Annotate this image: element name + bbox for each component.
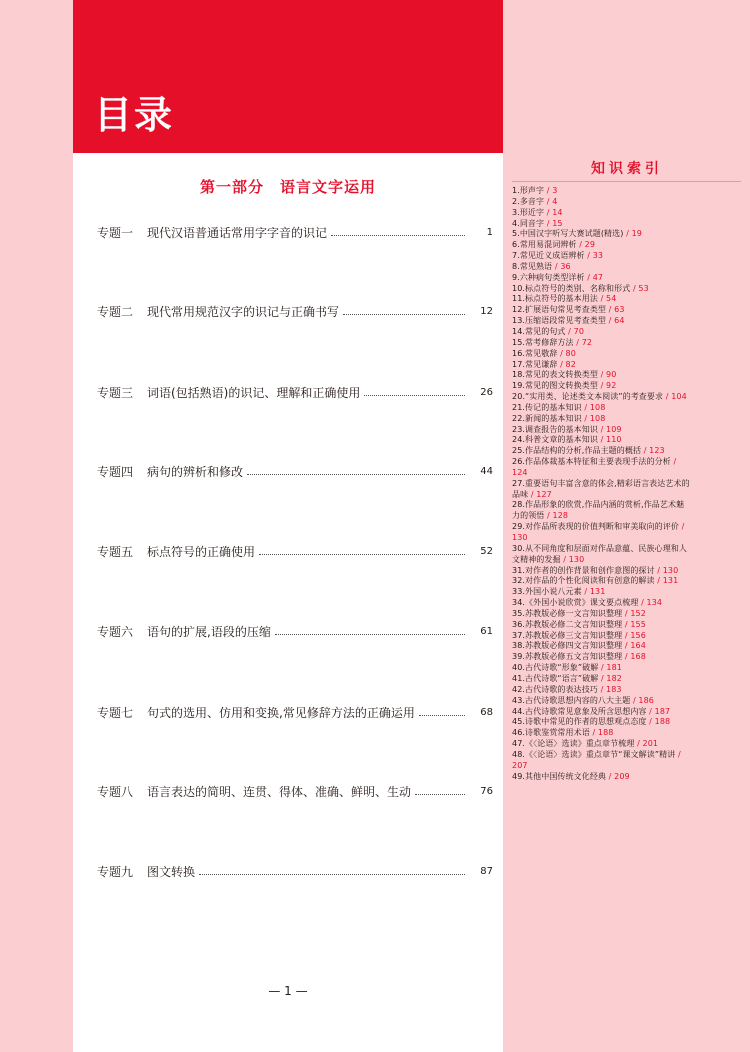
toc-entry[interactable] bbox=[97, 701, 493, 723]
index-item-page: 4 bbox=[552, 196, 558, 206]
index-item-text: 22.新闻的基本知识 bbox=[512, 413, 582, 423]
index-item-page: 131 bbox=[589, 587, 606, 597]
index-item[interactable] bbox=[512, 208, 692, 219]
index-separator: / bbox=[581, 413, 590, 423]
index-item[interactable] bbox=[512, 338, 692, 349]
index-item-page: 209 bbox=[614, 771, 630, 781]
toc-topic-number: 专题二 bbox=[97, 304, 134, 319]
index-separator: / bbox=[654, 576, 663, 586]
index-item-text: 37.苏教版必修三文言知识整理 bbox=[512, 630, 623, 640]
toc-topic-title: 现代常用规范汉字的识记与正确书写 bbox=[147, 304, 340, 319]
toc-topic-title: 语句的扩展,语段的压缩 bbox=[147, 624, 271, 639]
index-item-text: 7.常见近义成语辨析 bbox=[512, 251, 585, 261]
index-separator: / bbox=[544, 511, 553, 521]
index-separator: / bbox=[606, 305, 615, 315]
index-item[interactable] bbox=[512, 620, 692, 631]
index-item-page: 130 bbox=[568, 554, 585, 564]
toc-entry[interactable] bbox=[97, 221, 493, 243]
index-item-page: 152 bbox=[630, 608, 646, 618]
index-item[interactable] bbox=[512, 219, 692, 230]
index-item-text: 11.标点符号的基本用法 bbox=[512, 294, 598, 304]
index-item-text: 13.压缩语段常见考查类型 bbox=[512, 316, 607, 326]
index-item-page: 82 bbox=[565, 359, 576, 369]
index-item[interactable] bbox=[512, 414, 692, 425]
index-item-text: 42.古代诗歌的表达技巧 bbox=[512, 684, 598, 694]
toc-page-number: 68 bbox=[480, 706, 493, 718]
index-separator: / bbox=[581, 402, 590, 412]
index-item-page: 181 bbox=[606, 663, 622, 673]
index-item-page: 92 bbox=[606, 381, 617, 391]
index-separator: / bbox=[623, 229, 632, 239]
index-item-text: 12.扩展语句常见考查类型 bbox=[512, 305, 607, 315]
index-item-page: 124 bbox=[512, 467, 528, 477]
index-item[interactable] bbox=[512, 772, 692, 783]
index-item-text: 15.常考修辞方法 bbox=[512, 337, 574, 347]
index-item[interactable] bbox=[512, 284, 692, 295]
index-item-text: 16.常见敬辞 bbox=[512, 348, 558, 358]
toc-topic-title: 词语(包括熟语)的识记、理解和正确使用 bbox=[147, 385, 361, 400]
index-item-page: 188 bbox=[654, 717, 671, 727]
index-separator: / bbox=[552, 261, 561, 271]
index-item-text: 43.古代诗歌思想内容的八大主题 bbox=[512, 695, 631, 705]
toc-dot-leader bbox=[275, 634, 465, 635]
index-item-text: 30.从不同角度和层面对作品意蕴、民族心理和人文精神的发掘 bbox=[512, 543, 688, 564]
index-separator: / bbox=[678, 522, 685, 532]
index-separator: / bbox=[646, 706, 655, 716]
index-item-text: 3.形近字 bbox=[512, 207, 545, 217]
index-separator: / bbox=[597, 435, 607, 445]
index-item[interactable] bbox=[512, 566, 692, 577]
index-item-text: 25.作品结构的分析,作品主题的概括 bbox=[512, 446, 642, 456]
index-separator: / bbox=[573, 337, 582, 347]
contents-page bbox=[73, 0, 503, 1052]
index-separator: / bbox=[622, 630, 631, 640]
index-item[interactable] bbox=[512, 229, 692, 240]
index-item[interactable] bbox=[512, 631, 692, 642]
index-separator: / bbox=[597, 294, 607, 304]
index-item-page: 168 bbox=[630, 652, 646, 662]
index-separator: / bbox=[597, 424, 607, 434]
index-item[interactable] bbox=[512, 717, 692, 728]
index-item[interactable] bbox=[512, 576, 692, 587]
toc-dot-leader bbox=[415, 794, 465, 795]
index-item[interactable] bbox=[512, 197, 692, 208]
toc-dot-leader bbox=[419, 715, 465, 716]
index-item-text: 39.苏教版必修五文言知识整理 bbox=[512, 652, 623, 662]
toc-topic-title: 句式的选用、仿用和变换,常见修辞方法的正确运用 bbox=[147, 705, 415, 720]
index-separator: / bbox=[597, 381, 607, 391]
index-item-text: 27.重要语句丰富含意的体会,精彩语言表达艺术的品味 bbox=[512, 478, 690, 499]
toc-topic-title: 图文转换 bbox=[147, 864, 196, 879]
index-separator: / bbox=[560, 554, 569, 564]
index-item-text: 2.多音字 bbox=[512, 196, 545, 206]
index-item-text: 1.形声字 bbox=[512, 186, 545, 195]
index-item[interactable] bbox=[512, 641, 692, 652]
index-item[interactable] bbox=[512, 262, 692, 273]
index-item-text: 33.外国小说八元素 bbox=[512, 587, 582, 597]
index-item-page: 110 bbox=[606, 435, 622, 445]
index-item-page: 164 bbox=[630, 641, 646, 651]
toc-dot-leader bbox=[259, 554, 465, 555]
index-separator: / bbox=[622, 619, 631, 629]
toc-page-number: 76 bbox=[480, 785, 493, 797]
toc-dot-leader bbox=[343, 314, 465, 315]
index-separator: / bbox=[598, 663, 607, 673]
index-separator: / bbox=[576, 240, 585, 250]
toc-page-number: 87 bbox=[480, 865, 493, 877]
index-separator: / bbox=[606, 771, 615, 781]
index-item-page: 14 bbox=[552, 207, 563, 217]
index-item-text: 5.中国汉字听写大赛试题(精选) bbox=[512, 229, 624, 239]
toc-dot-leader bbox=[364, 395, 465, 396]
index-item-text: 38.苏教版必修四文言知识整理 bbox=[512, 641, 623, 651]
index-item[interactable] bbox=[512, 609, 692, 620]
index-item[interactable] bbox=[512, 370, 692, 381]
index-item-page: 64 bbox=[614, 316, 625, 326]
toc-entry[interactable] bbox=[97, 620, 493, 642]
index-item-text: 46.诗歌鉴赏常用术语 bbox=[512, 728, 590, 738]
index-item-page: 108 bbox=[589, 402, 606, 412]
toc-topic-title: 现代汉语普通话常用字字音的识记 bbox=[147, 225, 328, 240]
index-item-page: 19 bbox=[631, 229, 642, 239]
index-item[interactable] bbox=[512, 500, 692, 522]
index-separator: / bbox=[544, 218, 553, 228]
index-item[interactable] bbox=[512, 381, 692, 392]
index-item-page: 80 bbox=[565, 348, 576, 358]
index-item-text: 19.常见的图文转换类型 bbox=[512, 381, 598, 391]
index-item-page: 70 bbox=[573, 326, 585, 336]
toc-page-number: 1 bbox=[486, 226, 493, 238]
index-item-page: 187 bbox=[654, 706, 671, 716]
index-item-text: 8.常见熟语 bbox=[512, 261, 553, 271]
index-item-page: 72 bbox=[581, 337, 593, 347]
index-item[interactable] bbox=[512, 392, 692, 403]
index-separator: / bbox=[589, 728, 598, 738]
index-item-text: 36.苏教版必修二文言知识整理 bbox=[512, 619, 623, 629]
index-item-text: 49.其他中国传统文化经典 bbox=[512, 771, 607, 781]
index-separator: / bbox=[581, 587, 590, 597]
index-item-page: 128 bbox=[552, 511, 569, 521]
toc-page-number: 52 bbox=[480, 545, 493, 557]
index-item-page: 183 bbox=[606, 684, 622, 694]
index-item-text: 23.调查报告的基本知识 bbox=[512, 424, 598, 434]
index-separator: / bbox=[670, 457, 677, 467]
index-item-page: 109 bbox=[606, 424, 622, 434]
toc-topic-number: 专题五 bbox=[97, 544, 134, 559]
index-separator: / bbox=[622, 641, 631, 651]
index-item-page: 207 bbox=[512, 760, 528, 770]
toc-topic-title: 语言表达的简明、连贯、得体、准确、鲜明、生动 bbox=[147, 784, 412, 799]
index-separator: / bbox=[646, 717, 655, 727]
index-item-text: 48.《〈论语〉选读》重点章节“课文解读”精讲 bbox=[512, 749, 676, 759]
index-separator: / bbox=[584, 251, 593, 261]
index-separator: / bbox=[528, 489, 537, 499]
index-item[interactable] bbox=[512, 685, 692, 696]
toc-entry[interactable] bbox=[97, 540, 493, 562]
index-item[interactable] bbox=[512, 360, 692, 371]
index-item[interactable] bbox=[512, 739, 692, 750]
index-item-text: 21.传记的基本知识 bbox=[512, 402, 582, 412]
index-item-page: 108 bbox=[589, 413, 606, 423]
index-separator: / bbox=[606, 316, 615, 326]
index-item-page: 15 bbox=[552, 218, 563, 228]
index-item-page: 130 bbox=[662, 565, 679, 575]
index-separator: / bbox=[597, 684, 607, 694]
toc-entry[interactable] bbox=[97, 300, 493, 322]
index-separator: / bbox=[654, 565, 663, 575]
index-separator: / bbox=[622, 608, 631, 618]
index-item-page: 130 bbox=[512, 533, 528, 542]
toc-page-number: 44 bbox=[480, 465, 493, 477]
index-item[interactable] bbox=[512, 750, 692, 772]
index-item-text: 18.常见的表文转换类型 bbox=[512, 370, 598, 380]
index-item[interactable] bbox=[512, 403, 692, 414]
index-item-page: 156 bbox=[630, 630, 646, 640]
index-separator: / bbox=[544, 186, 553, 195]
index-separator: / bbox=[557, 359, 566, 369]
page-number: — 1 — bbox=[268, 984, 308, 998]
index-item-text: 29.对作品所表现的价值判断和审美取向的评价 bbox=[512, 522, 679, 532]
index-item[interactable] bbox=[512, 728, 692, 739]
index-item-page: 36 bbox=[560, 261, 571, 271]
toc-topic-number: 专题三 bbox=[97, 385, 134, 400]
index-item-text: 28.作品形象的欣赏,作品内涵的赏析,作品艺术魅力的领悟 bbox=[512, 500, 685, 521]
index-item[interactable] bbox=[512, 435, 692, 446]
index-item-page: 134 bbox=[646, 598, 663, 608]
toc-dot-leader bbox=[199, 874, 465, 875]
index-item[interactable] bbox=[512, 598, 692, 609]
index-item-text: 40.古代诗歌“形象”破解 bbox=[512, 663, 599, 673]
index-item-text: 44.古代诗歌常见意象及所含思想内容 bbox=[512, 706, 647, 716]
index-item-page: 63 bbox=[614, 305, 625, 315]
index-item-page: 188 bbox=[597, 728, 614, 738]
index-item-text: 31.对作者的创作背景和创作意图的探讨 bbox=[512, 565, 655, 575]
index-item-page: 33 bbox=[592, 251, 604, 261]
index-item-page: 123 bbox=[649, 446, 665, 456]
index-item-page: 182 bbox=[606, 673, 622, 683]
index-item[interactable] bbox=[512, 522, 692, 544]
toc-topic-number: 专题一 bbox=[97, 225, 134, 240]
index-separator: / bbox=[544, 207, 553, 217]
index-item-page: 104 bbox=[671, 392, 687, 402]
index-item-text: 35.苏教版必修一文言知识整理 bbox=[512, 608, 623, 618]
index-separator: / bbox=[634, 739, 643, 749]
toc-topic-number: 专题四 bbox=[97, 464, 134, 479]
index-item[interactable] bbox=[512, 544, 692, 566]
knowledge-index bbox=[512, 186, 692, 782]
toc-topic-number: 专题七 bbox=[97, 705, 134, 720]
index-item-page: 127 bbox=[536, 489, 552, 499]
toc-topic-number: 专题六 bbox=[97, 624, 134, 639]
index-item[interactable] bbox=[512, 674, 692, 685]
toc-topic-title: 标点符号的正确使用 bbox=[147, 544, 256, 559]
index-item-page: 186 bbox=[638, 695, 654, 705]
part-title: 第一部分 语言文字运用 bbox=[199, 178, 376, 196]
index-item-text: 9.六种病句类型详析 bbox=[512, 272, 585, 282]
index-item-page: 3 bbox=[552, 186, 558, 195]
index-separator: / bbox=[641, 446, 650, 456]
index-item-text: 10.标点符号的类别、名称和形式 bbox=[512, 283, 631, 293]
index-item-page: 54 bbox=[606, 294, 617, 304]
index-item[interactable] bbox=[512, 446, 692, 457]
index-item[interactable] bbox=[512, 327, 692, 338]
toc-page-number: 26 bbox=[480, 386, 493, 398]
index-item-text: 4.同音字 bbox=[512, 218, 545, 228]
index-separator: / bbox=[630, 695, 639, 705]
toc-entry[interactable] bbox=[97, 381, 493, 403]
index-item[interactable] bbox=[512, 425, 692, 436]
index-item[interactable] bbox=[512, 273, 692, 284]
index-title-rule bbox=[512, 181, 741, 182]
index-item[interactable] bbox=[512, 696, 692, 707]
index-item-text: 17.常见谦辞 bbox=[512, 359, 558, 369]
index-item-text: 47.《〈论语〉选读》重点章节梳理 bbox=[512, 739, 635, 749]
index-item[interactable] bbox=[512, 707, 692, 718]
index-item[interactable] bbox=[512, 587, 692, 598]
index-separator: / bbox=[544, 196, 553, 206]
index-item-page: 29 bbox=[584, 240, 596, 250]
index-item[interactable] bbox=[512, 294, 692, 305]
toc-entry[interactable] bbox=[97, 860, 493, 882]
index-item-page: 155 bbox=[630, 619, 646, 629]
index-item-text: 14.常见的句式 bbox=[512, 326, 566, 336]
index-separator: / bbox=[675, 749, 681, 759]
index-separator: / bbox=[638, 598, 647, 608]
index-item-page: 53 bbox=[638, 283, 649, 293]
index-separator: / bbox=[557, 348, 566, 358]
toc-entry[interactable] bbox=[97, 460, 493, 482]
index-title: 知识索引 bbox=[591, 161, 663, 177]
index-item-page: 47 bbox=[592, 272, 604, 282]
index-separator: / bbox=[584, 272, 593, 282]
index-separator: / bbox=[598, 673, 607, 683]
toc-dot-leader bbox=[331, 235, 465, 236]
index-item-text: 24.科普文章的基本知识 bbox=[512, 435, 598, 445]
index-item-text: 41.古代诗歌“语言”破解 bbox=[512, 673, 599, 683]
toc-topic-title: 病句的辨析和修改 bbox=[147, 464, 244, 479]
index-separator: / bbox=[663, 392, 672, 402]
index-item[interactable] bbox=[512, 663, 692, 674]
index-item-page: 90 bbox=[606, 370, 617, 380]
index-item[interactable] bbox=[512, 240, 692, 251]
index-item-text: 20.“实用类、论述类文本阅读”的考查要求 bbox=[512, 392, 664, 402]
index-item[interactable] bbox=[512, 349, 692, 360]
index-item-page: 131 bbox=[662, 576, 679, 586]
page-title: 目录 bbox=[94, 92, 175, 137]
toc-entry[interactable] bbox=[97, 780, 493, 802]
index-item[interactable] bbox=[512, 305, 692, 316]
index-separator: / bbox=[630, 283, 639, 293]
index-separator: / bbox=[565, 326, 574, 336]
index-item[interactable] bbox=[512, 479, 692, 501]
index-item-text: 45.诗歌中常见的作者的思想观点态度 bbox=[512, 717, 647, 727]
index-item[interactable] bbox=[512, 457, 692, 479]
index-item-text: 6.常用易混词辨析 bbox=[512, 240, 577, 250]
index-item[interactable] bbox=[512, 316, 692, 327]
index-item-text: 26.作品体裁基本特征和主要表现手法的分析 bbox=[512, 457, 671, 467]
header-band bbox=[73, 0, 503, 153]
toc-dot-leader bbox=[247, 474, 465, 475]
toc-topic-number: 专题九 bbox=[97, 864, 134, 879]
index-item-text: 34.《外国小说欣赏》课文要点梳理 bbox=[512, 598, 639, 608]
index-separator: / bbox=[597, 370, 607, 380]
toc-topic-number: 专题八 bbox=[97, 784, 134, 799]
index-separator: / bbox=[622, 652, 631, 662]
index-item[interactable] bbox=[512, 251, 692, 262]
toc-page-number: 61 bbox=[480, 625, 493, 637]
index-item[interactable] bbox=[512, 186, 692, 197]
index-item-page: 201 bbox=[642, 739, 659, 749]
index-item[interactable] bbox=[512, 652, 692, 663]
toc-page-number: 12 bbox=[480, 305, 493, 317]
index-item-text: 32.对作品的个性化阅读和有创意的解读 bbox=[512, 576, 655, 586]
